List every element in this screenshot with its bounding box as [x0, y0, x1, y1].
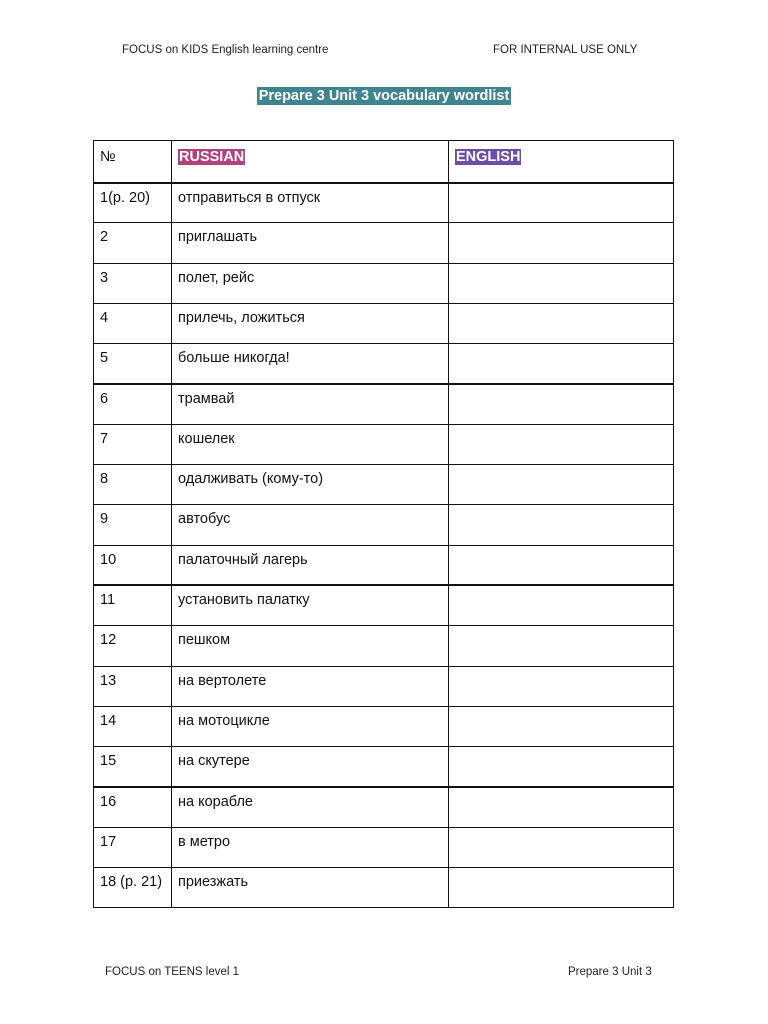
footer-unit: Prepare 3 Unit 3 [568, 966, 652, 978]
cell-english [449, 303, 674, 343]
title-container [0, 87, 768, 105]
table-row [94, 465, 674, 505]
cell-english [449, 747, 674, 787]
table-row [94, 223, 674, 263]
cell-number: 12 [94, 626, 172, 666]
cell-russian: приезжать [172, 868, 449, 908]
russian-label: RUSSIAN [179, 149, 245, 165]
table-row [94, 303, 674, 343]
cell-english [449, 666, 674, 706]
table-row [94, 384, 674, 424]
table-row [94, 424, 674, 464]
cell-russian: трамвай [172, 384, 449, 424]
header-internal-notice: FOR INTERNAL USE ONLY [493, 44, 638, 56]
cell-number: 17 [94, 827, 172, 867]
cell-english [449, 868, 674, 908]
cell-number: 1(p. 20) [94, 183, 172, 223]
cell-number: 4 [94, 303, 172, 343]
cell-number: 6 [94, 384, 172, 424]
table-row [94, 626, 674, 666]
cell-number: 14 [94, 706, 172, 746]
table-body [94, 183, 674, 908]
cell-russian: прилечь, ложиться [172, 303, 449, 343]
cell-english [449, 827, 674, 867]
table-row [94, 263, 674, 303]
table-row [94, 787, 674, 827]
cell-number: 9 [94, 505, 172, 545]
cell-english [449, 505, 674, 545]
cell-english [449, 384, 674, 424]
cell-english [449, 183, 674, 223]
cell-number: 8 [94, 465, 172, 505]
cell-english [449, 585, 674, 625]
table-row [94, 666, 674, 706]
footer-level: FOCUS on TEENS level 1 [105, 966, 240, 978]
cell-russian: больше никогда! [172, 344, 449, 384]
table-row [94, 545, 674, 585]
cell-russian: приглашать [172, 223, 449, 263]
table-row [94, 706, 674, 746]
cell-russian: полет, рейс [172, 263, 449, 303]
cell-english [449, 545, 674, 585]
cell-number: 5 [94, 344, 172, 384]
cell-russian: в метро [172, 827, 449, 867]
cell-number: 13 [94, 666, 172, 706]
cell-number: 15 [94, 747, 172, 787]
column-header-russian [172, 141, 449, 183]
table-row [94, 868, 674, 908]
cell-number: 16 [94, 787, 172, 827]
page-title: Prepare 3 Unit 3 vocabulary wordlist [258, 88, 510, 104]
cell-english [449, 223, 674, 263]
cell-english [449, 787, 674, 827]
cell-russian: на скутере [172, 747, 449, 787]
cell-russian: пешком [172, 626, 449, 666]
table-row [94, 747, 674, 787]
cell-number: 7 [94, 424, 172, 464]
cell-english [449, 263, 674, 303]
vocabulary-table [93, 140, 674, 908]
cell-english [449, 626, 674, 666]
column-header-english [449, 141, 674, 183]
cell-english [449, 344, 674, 384]
table-row [94, 505, 674, 545]
cell-number: 3 [94, 263, 172, 303]
cell-number: 11 [94, 585, 172, 625]
cell-russian: отправиться в отпуск [172, 183, 449, 223]
cell-russian: автобус [172, 505, 449, 545]
cell-english [449, 424, 674, 464]
table-header-row [94, 141, 674, 183]
table-row [94, 585, 674, 625]
cell-english [449, 706, 674, 746]
header-centre-name: FOCUS on KIDS English learning centre [122, 44, 329, 56]
column-header-number: № [94, 141, 172, 183]
table-row [94, 344, 674, 384]
cell-number: 10 [94, 545, 172, 585]
english-label: ENGLISH [456, 149, 521, 165]
cell-russian: на мотоцикле [172, 706, 449, 746]
cell-english [449, 465, 674, 505]
table-row [94, 183, 674, 223]
cell-russian: кошелек [172, 424, 449, 464]
cell-number: 2 [94, 223, 172, 263]
cell-russian: на корабле [172, 787, 449, 827]
cell-russian: на вертолете [172, 666, 449, 706]
cell-russian: палаточный лагерь [172, 545, 449, 585]
cell-number: 18 (p. 21) [94, 868, 172, 908]
table-row [94, 827, 674, 867]
cell-russian: одалживать (кому-то) [172, 465, 449, 505]
cell-russian: установить палатку [172, 585, 449, 625]
